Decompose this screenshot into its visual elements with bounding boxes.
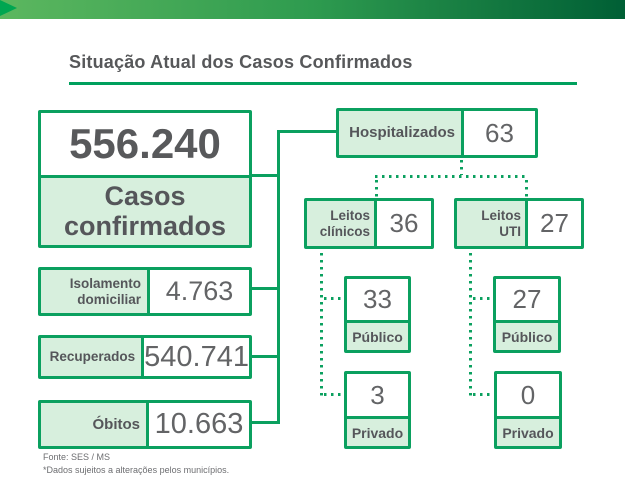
- icu-beds-value: 27: [540, 208, 569, 238]
- header-gradient-bar: [0, 0, 625, 19]
- footer-source: Fonte: SES / MS: [43, 452, 111, 462]
- home-isolation-value: 4.763: [165, 276, 234, 306]
- confirmed-cases-value: 556.240: [69, 120, 221, 167]
- confirmed-cases-box: [38, 110, 252, 248]
- deaths-label: Óbitos: [41, 403, 149, 446]
- dotted-connector-split: [375, 175, 528, 178]
- connector-from-recovered: [249, 355, 280, 358]
- connector-to-hospitalized: [277, 130, 336, 133]
- deaths-box: [38, 400, 252, 449]
- icu-public-box: [493, 276, 561, 353]
- dotted-connector-clinical-public: [324, 297, 344, 300]
- recovered-label: Recuperados: [41, 338, 144, 376]
- clinical-public-label: Público: [347, 320, 408, 350]
- connector-from-isolation: [249, 287, 280, 290]
- icu-public-label: Público: [496, 320, 558, 350]
- recovered-value: 540.741: [144, 340, 249, 373]
- clinical-private-value: 3: [370, 379, 385, 410]
- deaths-value: 10.663: [154, 408, 244, 440]
- recovered-box: [38, 335, 252, 379]
- page-title: Situação Atual dos Casos Confirmados: [69, 52, 413, 72]
- dotted-connector-clinical-private: [324, 393, 344, 396]
- title-arrow-icon: [0, 0, 17, 16]
- clinical-public-value: 33: [363, 284, 392, 314]
- hospitalized-value: 63: [485, 117, 514, 148]
- dotted-connector-icu-public: [473, 297, 493, 300]
- footer-note: *Dados sujeitos a alterações pelos municípios.: [43, 465, 230, 476]
- icu-public-value: 27: [512, 284, 542, 314]
- clinical-private-label: Privado: [347, 416, 408, 446]
- home-isolation-label: Isolamento domiciliar: [41, 270, 150, 313]
- connector-from-deaths: [249, 421, 280, 424]
- dotted-connector-icu-private: [473, 393, 494, 396]
- home-isolation-box: [38, 267, 252, 316]
- confirmed-cases-label: Casos confirmados: [41, 175, 249, 245]
- clinical-beds-value: 36: [389, 208, 419, 238]
- clinical-beds-box: [304, 198, 434, 249]
- clinical-public-box: [344, 276, 411, 353]
- dotted-connector-icu-stub: [525, 180, 528, 198]
- icu-beds-label: Leitos UTI: [457, 201, 528, 246]
- icu-private-box: [494, 371, 562, 449]
- dotted-connector-clinical-stub: [375, 180, 378, 198]
- dotted-connector-clinical-column: [320, 253, 323, 396]
- icu-beds-box: [454, 198, 584, 249]
- clinical-beds-label: Leitos clínicos: [307, 201, 377, 246]
- hospitalized-label: Hospitalizados: [339, 111, 464, 155]
- footer: [43, 451, 363, 477]
- hospitalized-box: [336, 108, 538, 158]
- connector-from-confirmed: [249, 174, 280, 177]
- dotted-connector-icu-column: [469, 253, 472, 396]
- icu-private-value: 0: [520, 379, 536, 410]
- title-underline: [69, 82, 577, 85]
- clinical-private-box: [344, 371, 411, 449]
- icu-private-label: Privado: [497, 416, 559, 446]
- dotted-connector-hospitalized-stub: [460, 160, 463, 175]
